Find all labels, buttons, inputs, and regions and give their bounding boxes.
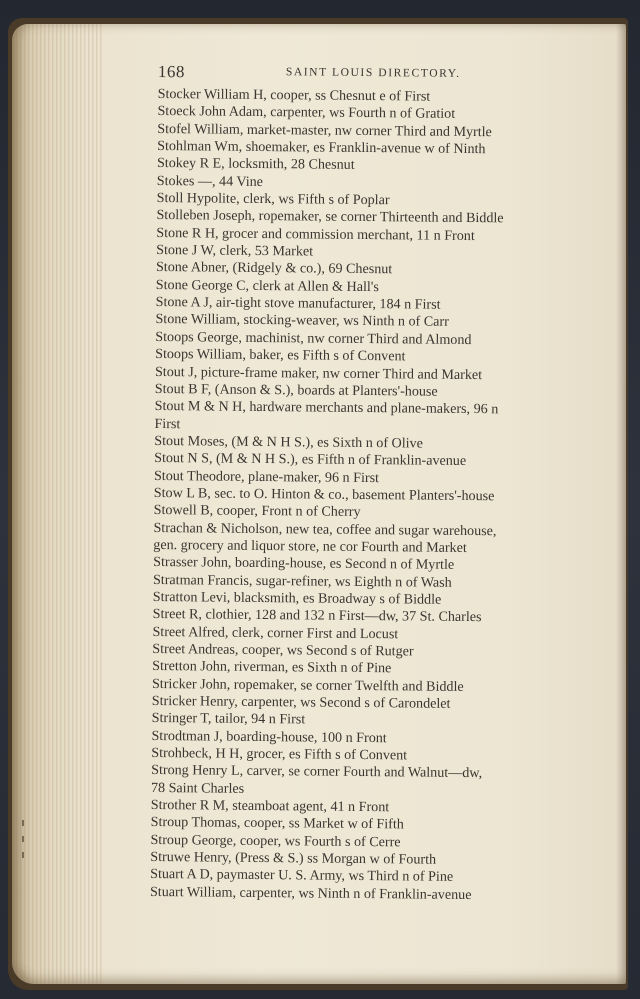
page-content — [150, 58, 620, 906]
directory-entry — [154, 398, 616, 437]
entry-text: Stretton John, riverman, es Sixth n of Pine — [152, 658, 392, 677]
entry-continuation: First — [154, 415, 181, 432]
entry-text: Stricker John, ropemaker, se corner Twelfth and Biddle — [151, 675, 464, 695]
entry-text: Stricker Henry, carpenter, ws Second s of Carondelet — [151, 693, 451, 712]
entry-continuation: 78 Saint Charles — [150, 779, 245, 797]
entry-text: Street Alfred, clerk, corner First and Locust — [152, 623, 399, 642]
entry-text: Stuart William, carpenter, ws Ninth n of Franklin-avenue — [149, 883, 472, 903]
entry-text: Stolleben Joseph, ropemaker, se corner Thirteenth and Biddle — [156, 207, 504, 227]
entry-text: Stone William, stocking-weaver, ws Ninth n of Carr — [155, 311, 449, 331]
page-edge-marks — [22, 820, 26, 880]
entry-text: Stout Moses, (M & N H S.), es Sixth n of Olive — [154, 432, 423, 452]
entry-text: Strasser John, boarding-house, es Second n of Myrtle — [153, 554, 455, 574]
entry-text: Stoops George, machinist, nw corner Third and Almond — [155, 328, 472, 348]
entry-text: Stroup George, cooper, ws Fourth s of Cerre — [150, 831, 401, 851]
entry-text: Stout N S, (M & N H S.), es Fifth n of Franklin-avenue — [154, 450, 467, 470]
entry-text: Stratman Francis, sugar-refiner, ws Eighth n of Wash — [152, 571, 452, 591]
entry-text: Stokes —, 44 Vine — [156, 172, 264, 190]
entry-text: Stringer T, tailor, 94 n First — [151, 710, 306, 728]
entry-text: Stohlman Wm, shoemaker, es Franklin-avenue w of Ninth — [157, 138, 486, 158]
entry-text: Stoeck John Adam, carpenter, ws Fourth n of Gratiot — [157, 103, 456, 123]
entry-text: Stofel William, market-master, nw corner Third and Myrtle — [157, 120, 492, 140]
directory-entry — [151, 762, 613, 801]
entry-text: Stone Abner, (Ridgely & co.), 69 Chesnut — [155, 259, 393, 278]
entry-text: Stokey R E, locksmith, 28 Chesnut — [156, 155, 355, 174]
entry-text: Strong Henry L, carver, se corner Fourth and Walnut—dw, — [151, 762, 483, 782]
running-head — [158, 58, 620, 90]
entry-text: Strachan & Nicholson, new tea, coffee and sugar warehouse, — [153, 519, 497, 539]
entry-text: Stone A J, air-tight stove manufacturer, 184 n First — [155, 294, 441, 313]
running-title: SAINT LOUIS DIRECTORY. — [285, 66, 461, 80]
entry-text: Stone J W, clerk, 53 Market — [156, 242, 314, 260]
entry-text: Stow L B, sec. to O. Hinton & co., basement Planters'-house — [153, 484, 495, 505]
directory-entry — [153, 520, 615, 559]
entry-text: Stone George C, clerk at Allen & Hall's — [155, 276, 379, 295]
entry-text: Struwe Henry, (Press & S.) ss Morgan w of Fourth — [150, 849, 437, 868]
entry-text: Strodtman J, boarding-house, 100 n Front — [151, 727, 387, 746]
entry-text: Stone R H, grocer and commission merchant, 11 n Front — [156, 224, 475, 244]
page-number: 168 — [157, 61, 185, 82]
entry-text: Stocker William H, cooper, ss Chesnut e of First — [157, 85, 431, 105]
entry-text: Strohbeck, H H, grocer, es Fifth s of Convent — [151, 745, 408, 764]
entry-text: Stoll Hypolite, clerk, ws Fifth s of Poplar — [156, 190, 390, 209]
entry-text: Street Andreas, cooper, ws Second s of Rutger — [152, 640, 414, 660]
entry-text: Stratton Levi, blacksmith, es Broadway s of Biddle — [152, 588, 442, 608]
entry-text: Stout M & N H, hardware merchants and plane-makers, 96 n — [154, 398, 499, 418]
entry-text: Stroup Thomas, cooper, ss Market w of Fifth — [150, 814, 404, 833]
entry-text: Street R, clothier, 128 and 132 n First—dw, 37 St. Charles — [152, 606, 482, 626]
entry-text: Stout J, picture-frame maker, nw corner Third and Market — [154, 363, 483, 383]
entry-text: Stoops William, baker, es Fifth s of Convent — [155, 346, 406, 365]
directory-entries — [150, 86, 620, 906]
entry-text: Strother R M, steamboat agent, 41 n Front — [150, 797, 390, 816]
entry-text: Stuart A D, paymaster U. S. Army, ws Third n of Pine — [150, 866, 454, 886]
entry-text: Stout B F, (Anson & S.), boards at Planters'-house — [154, 380, 438, 400]
entry-text: Stowell B, cooper, Front n of Cherry — [153, 502, 361, 521]
entry-continuation: gen. grocery and liquor store, ne cor Fourth and Market — [153, 536, 467, 556]
entry-text: Stout Theodore, plane-maker, 96 n First — [153, 467, 380, 486]
